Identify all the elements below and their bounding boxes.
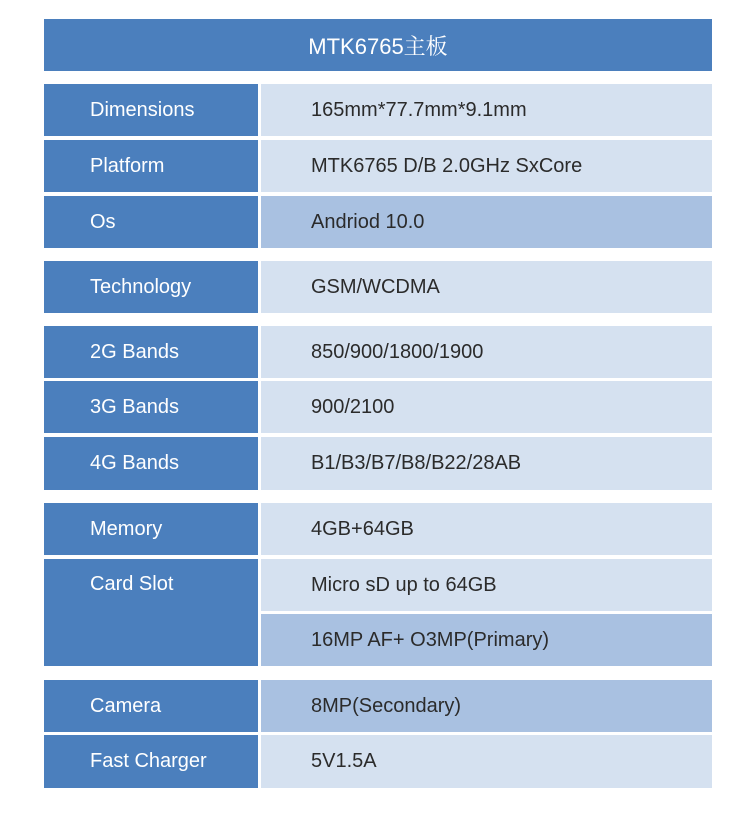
spec-value-primary-camera: 16MP AF+ O3MP(Primary): [261, 614, 712, 666]
spec-value-2g-bands: 850/900/1800/1900: [261, 326, 712, 378]
spec-value-dimensions: 165mm*77.7mm*9.1mm: [261, 84, 712, 136]
spec-value-4g-bands: B1/B3/B7/B8/B22/28AB: [261, 437, 712, 490]
spec-label-technology: Technology: [44, 261, 258, 313]
spec-table-title: MTK6765主板: [44, 19, 712, 71]
spec-value-fast-charger: 5V1.5A: [261, 735, 712, 788]
spec-label-os: Os: [44, 196, 258, 248]
spec-label-card-slot: Card Slot: [44, 559, 258, 666]
spec-value-platform: MTK6765 D/B 2.0GHz SxCore: [261, 140, 712, 192]
spec-label-platform: Platform: [44, 140, 258, 192]
spec-value-memory: 4GB+64GB: [261, 503, 712, 555]
spec-value-card-slot: Micro sD up to 64GB: [261, 559, 712, 611]
spec-label-4g-bands: 4G Bands: [44, 437, 258, 490]
spec-value-os: Andriod 10.0: [261, 196, 712, 248]
spec-label-2g-bands: 2G Bands: [44, 326, 258, 378]
spec-label-fast-charger: Fast Charger: [44, 735, 258, 788]
spec-value-camera: 8MP(Secondary): [261, 680, 712, 732]
spec-label-memory: Memory: [44, 503, 258, 555]
spec-label-3g-bands: 3G Bands: [44, 381, 258, 433]
spec-value-technology: GSM/WCDMA: [261, 261, 712, 313]
spec-label-dimensions: Dimensions: [44, 84, 258, 136]
spec-label-camera: Camera: [44, 680, 258, 732]
spec-value-3g-bands: 900/2100: [261, 381, 712, 433]
